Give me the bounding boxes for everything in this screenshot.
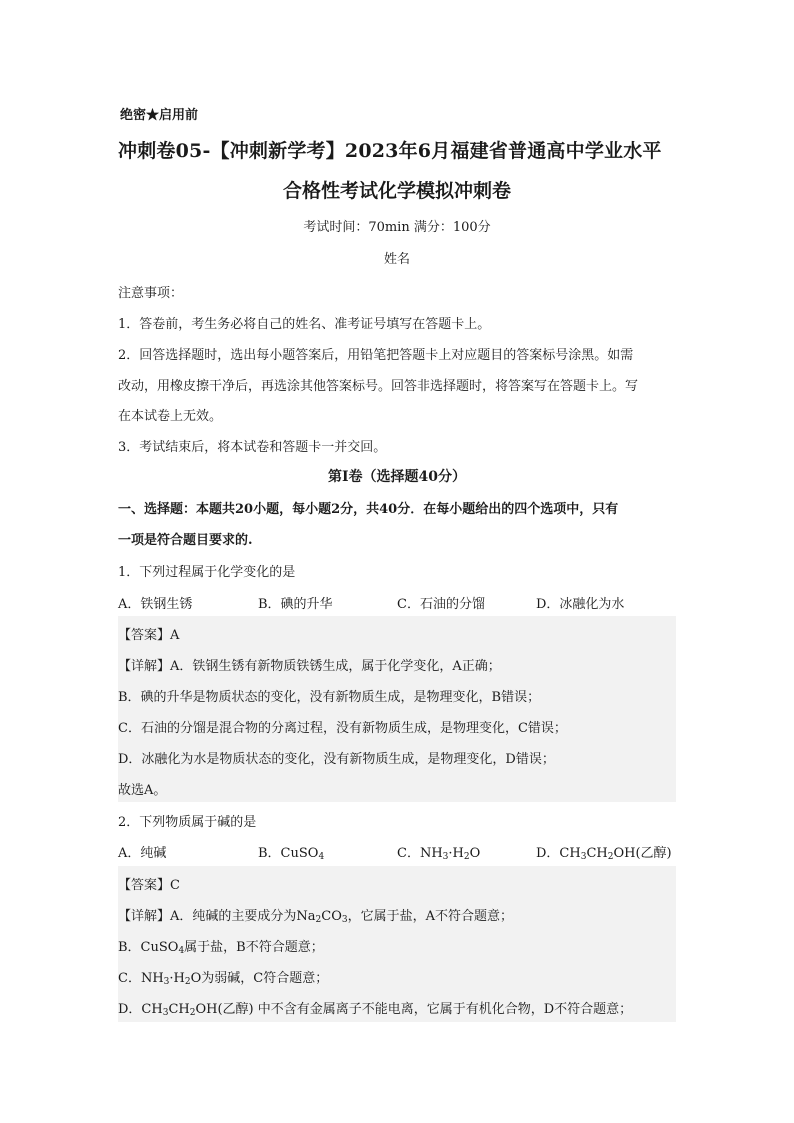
question-2-detail-a-text: ，它属于盐，A不符合题意； [347,909,513,924]
notice-item-2-line-2: 改动，用橡皮擦干净后，再选涂其他答案标号。回答非选择题时，将答案写在答题卡上。写 [118,379,639,394]
question-2-option-d-text: OH(乙醇) [613,846,672,861]
notice-heading: 注意事项： [118,286,184,301]
question-2-detail-c-text: O为弱碱，C符合题意； [190,971,329,986]
question-1-detail-c: C．石油的分馏是混合物的分离过程，没有新物质生成，是物理变化，C错误； [118,721,567,736]
question-2-detail-c [118,967,328,986]
question-1-answer-box [118,616,676,802]
question-1-option-b: B．碘的升华 [258,597,333,612]
question-2-detail-c-text: ·H [169,971,185,986]
title-line-2: 合格性考试化学模拟冲刺卷 [282,180,511,202]
question-2-option-b-text: B．CuSO [258,846,319,861]
question-2-detail-a-sub: 3 [341,915,348,925]
question-1-option-a: A．铁钢生锈 [118,597,193,612]
question-2-detail-d-sub: 3 [162,1008,169,1018]
secret-mark: 绝密★启用前 [120,108,199,123]
question-2-answer: 【答案】C [118,878,180,893]
question-1-option-c: C．石油的分馏 [397,597,485,612]
question-2-option-c-text: O [469,846,481,861]
question-2-option-c-sub: 3 [442,852,449,862]
question-1-answer: 【答案】A [118,628,180,643]
question-2-option-d-text: CH [586,846,608,861]
section-instruction-line-2: 一项是符合题目要求的. [118,533,253,548]
question-2-detail-d-sub: 2 [189,1008,196,1018]
question-2-detail-d-text: CH [168,1002,190,1017]
question-2-detail-d [118,998,632,1017]
question-2-detail-a-text: 【详解】A．纯碱的主要成分为Na [118,909,316,924]
section-instruction-line-1: 一、选择题：本题共20小题，每小题2分，共40分．在每小题给出的四个选项中，只有 [118,502,619,517]
notice-item-3: 3．考试结束后，将本试卷和答题卡一并交回。 [118,440,387,455]
question-2-detail-b-text: 属于盐，B不符合题意； [184,940,324,955]
question-1-option-d: D．冰融化为水 [536,597,625,612]
question-2-option-d-text: D．CH [536,846,581,861]
question-2-detail-b-text: B．CuSO [118,940,179,955]
question-2-option-c-text: C．NH [397,846,443,861]
question-2-detail-d-text: D．CH [118,1002,163,1017]
exam-info: 考试时间：70min 满分：100分 [303,220,491,235]
question-2-option-c-sub: 2 [463,852,470,862]
question-2-stem: 2．下列物质属于碱的是 [118,815,257,830]
question-2-detail-a [118,905,513,924]
section-title: 第Ⅰ卷（选择题40分） [327,469,467,485]
question-2-option-c [397,842,480,861]
question-2-option-b-sub: 4 [318,852,325,862]
question-2-detail-a-sub: 2 [315,915,322,925]
question-1-detail-b: B．碘的升华是物质状态的变化，没有新物质生成，是物理变化，B错误； [118,690,541,705]
question-1-conclusion: 故选A。 [118,783,167,798]
question-2-option-d-sub: 2 [607,852,614,862]
name-label: 姓名 [383,252,410,267]
question-2-option-c-text: ·H [448,846,464,861]
question-2-detail-c-text: C．NH [118,971,164,986]
question-2-detail-b [118,936,324,955]
question-1-detail-a: 【详解】A．铁钢生锈有新物质铁锈生成，属于化学变化，A正确； [118,659,501,674]
title-line-1: 冲刺卷05-【冲刺新学考】2023年6月福建省普通高中学业水平 [118,140,662,162]
notice-item-1: 1．答卷前，考生务必将自己的姓名、准考证号填写在答题卡上。 [118,317,491,332]
question-1-stem: 1．下列过程属于化学变化的是 [118,565,296,580]
question-2-option-d-sub: 3 [580,852,587,862]
question-2-option-b [258,842,324,861]
notice-item-2-line-3: 在本试卷上无效。 [118,409,223,424]
question-2-option-d [536,842,672,861]
question-2-detail-b-sub: 4 [178,946,185,956]
question-2-detail-c-sub: 2 [184,977,191,987]
question-2-option-a: A．纯碱 [118,846,167,861]
question-2-detail-d-text: OH(乙醇) 中不含有金属离子不能电离，它属于有机化合物，D不符合题意； [195,1002,633,1017]
question-2-detail-c-sub: 3 [163,977,170,987]
question-2-detail-a-text: CO [321,909,342,924]
question-1-detail-d: D．冰融化为水是物质状态的变化，没有新物质生成，是物理变化，D错误； [118,752,555,767]
notice-item-2-line-1: 2．回答选择题时，选出每小题答案后，用铅笔把答题卡上对应题目的答案标号涂黑。如需 [118,348,634,363]
